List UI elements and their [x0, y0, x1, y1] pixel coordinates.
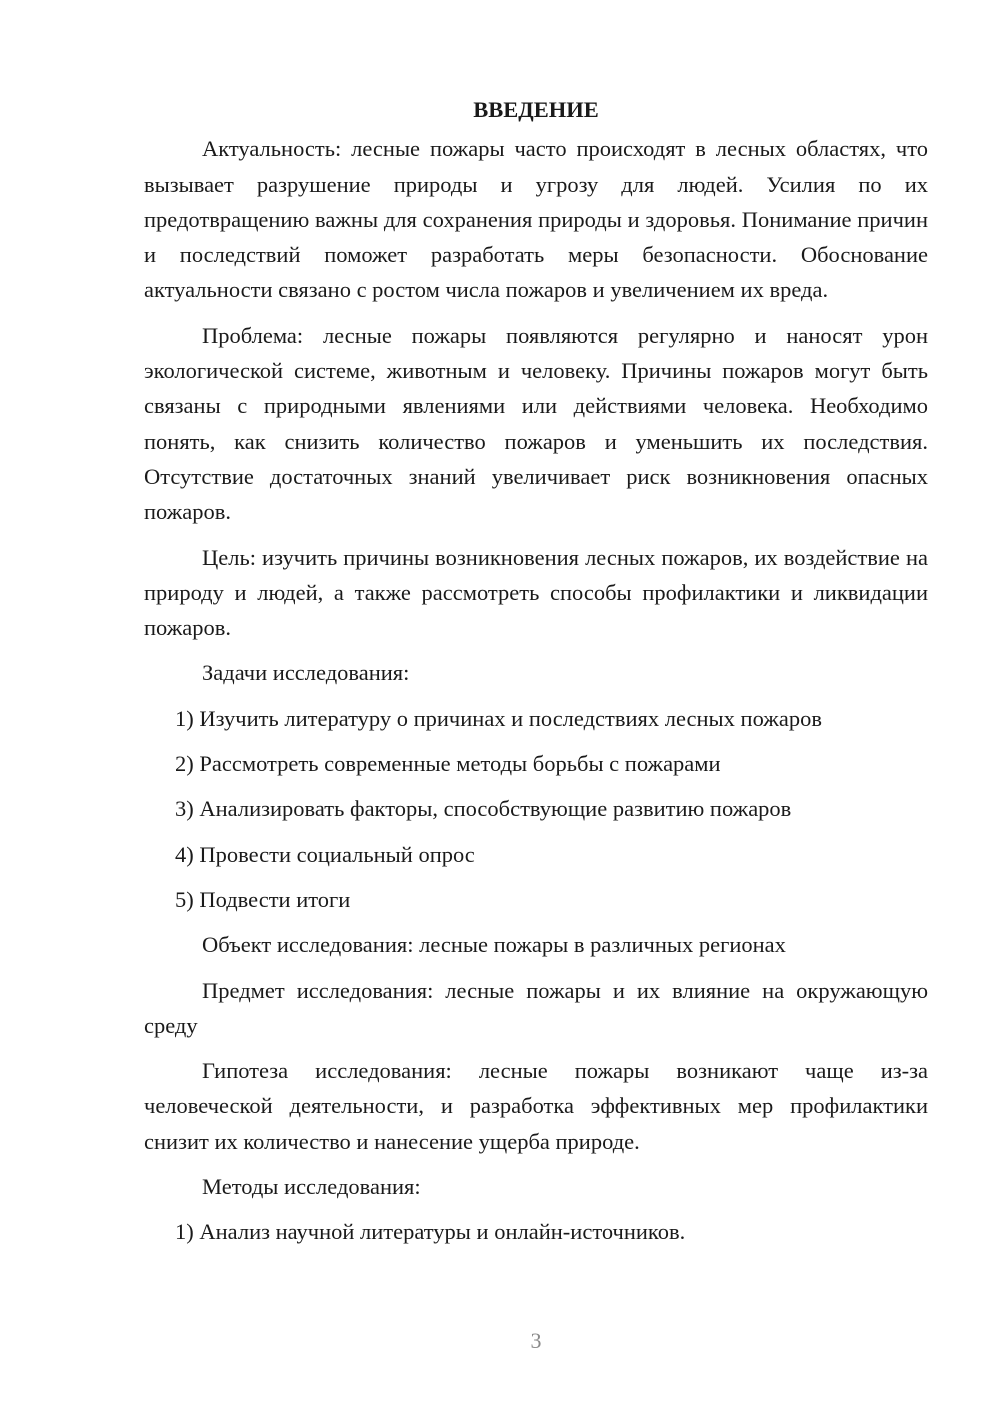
hypothesis-paragraph: Гипотеза исследования: лесные пожары возникают чаще из-за человеческой деятельности, и разработка эффективных мер профилактики снизит их количество и нанесение ущерба природе.: [144, 1058, 928, 1154]
subject-paragraph: Предмет исследования: лесные пожары и их влияние на окружающую среду: [144, 977, 928, 1038]
method-item-1: 1) Анализ научной литературы и онлайн-источников.: [175, 1219, 686, 1245]
relevance-paragraph: Актуальность: лесные пожары часто происходят в лесных областях, что вызывает разрушение природы и угрозу для людей. Усилия по их предотвращению важны для сохранения природы и здоровья. Понимание причин и последствий поможет разработать меры безопасности. Обоснование актуальности связано с ростом числа пожаров и увеличением их вреда.: [144, 136, 928, 303]
task-item-3: 3) Анализировать факторы, способствующие развитию пожаров: [175, 796, 792, 822]
task-item-5: 5) Подвести итоги: [175, 886, 351, 912]
methods-list: [144, 1214, 928, 1249]
goal-paragraph: Цель: изучить причины возникновения лесных пожаров, их воздействие на природу и людей, а также рассмотреть способы профилактики и ликвидации пожаров.: [144, 544, 928, 641]
object-paragraph: Объект исследования: лесные пожары в различных регионах: [202, 932, 786, 958]
methods-heading: Методы исследования:: [202, 1174, 421, 1200]
page-number: 3: [530, 1328, 542, 1353]
task-item-1: 1) Изучить литературу о причинах и последствиях лесных пожаров: [175, 705, 822, 731]
document-page: [144, 92, 928, 1260]
section-title: ВВЕДЕНИЕ: [473, 97, 599, 122]
problem-paragraph: Проблема: лесные пожары появляются регулярно и наносят урон экологической системе, животным и человеку. Причины пожаров могут быть связаны с природными явлениями или действиями человека. Необходимо понять, как снизить количество пожаров и уменьшить их последствия. Отсутствие достаточных знаний увеличивает риск возникновения опасных пожаров.: [144, 322, 928, 525]
tasks-heading: Задачи исследования:: [202, 660, 410, 686]
task-item-2: 2) Рассмотреть современные методы борьбы с пожарами: [175, 751, 721, 777]
task-item-4: 4) Провести социальный опрос: [175, 841, 475, 867]
tasks-list: [144, 701, 928, 917]
